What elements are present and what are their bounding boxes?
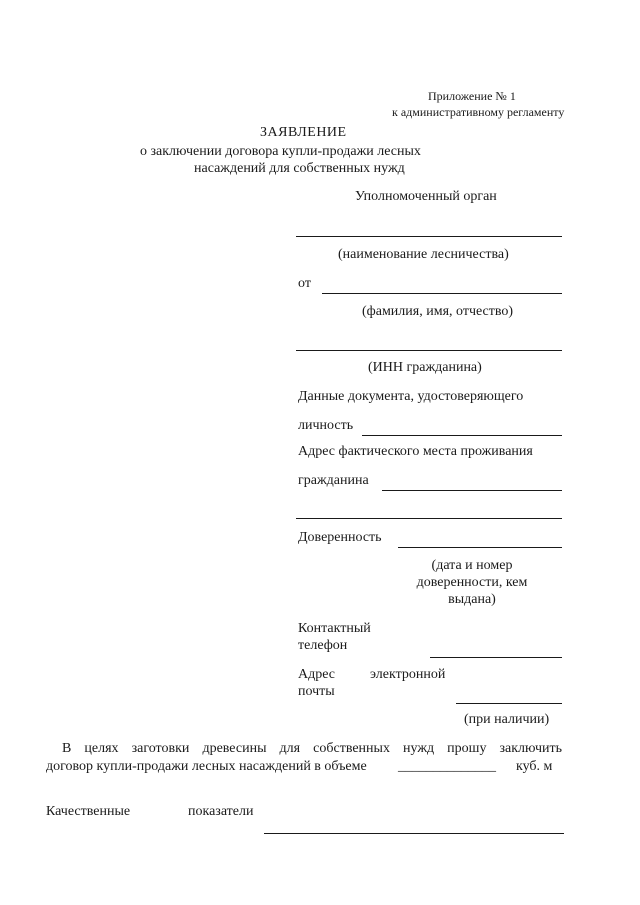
proxy-label: Доверенность xyxy=(298,530,382,545)
volume-field[interactable]: ______________ xyxy=(398,759,496,774)
id-document-label-line1: Данные документа, удостоверяющего xyxy=(298,389,524,404)
phone-label-line2: телефон xyxy=(298,638,348,653)
quality-label-word2: показатели xyxy=(188,804,254,819)
appendix-regulation: к административному регламенту xyxy=(392,105,565,119)
from-label: от xyxy=(298,276,311,291)
phone-field[interactable] xyxy=(430,657,562,658)
optional-caption: (при наличии) xyxy=(464,712,550,727)
request-text-line2: договор купли-продажи лесных насаждений в объеме xyxy=(46,759,367,774)
address-field-1[interactable] xyxy=(382,490,562,491)
email-label-line2: почты xyxy=(298,684,335,699)
full-name-caption: (фамилия, имя, отчество) xyxy=(362,304,514,319)
forestry-name-field[interactable] xyxy=(296,236,562,237)
id-document-label-line2: личность xyxy=(298,418,354,433)
email-field[interactable] xyxy=(456,703,562,704)
id-document-field[interactable] xyxy=(362,435,562,436)
proxy-caption-line3: выдана) xyxy=(448,592,496,607)
address-field-2[interactable] xyxy=(296,518,562,519)
inn-caption: (ИНН гражданина) xyxy=(368,360,482,375)
quality-label-word1: Качественные xyxy=(46,804,131,819)
document-subtitle-line2: насаждений для собственных нужд xyxy=(194,161,405,176)
document-subtitle-line1: о заключении договора купли-продажи лесных xyxy=(140,144,421,159)
email-label-word2: электронной xyxy=(370,667,446,682)
request-text-line1: В целях заготовки древесины для собственных нужд прошу заключить xyxy=(62,741,562,756)
inn-field[interactable] xyxy=(296,350,562,351)
appendix-number: Приложение № 1 xyxy=(428,89,516,103)
volume-unit: куб. м xyxy=(516,759,553,774)
address-label-line1: Адрес фактического места проживания xyxy=(298,444,533,459)
proxy-caption-line2: доверенности, кем xyxy=(416,575,528,590)
phone-label-line1: Контактный xyxy=(298,621,371,636)
forestry-caption: (наименование лесничества) xyxy=(338,247,509,262)
full-name-field[interactable] xyxy=(322,293,562,294)
document-title: ЗАЯВЛЕНИЕ xyxy=(260,125,347,140)
email-label-word1: Адрес xyxy=(298,667,336,682)
proxy-caption-line1: (дата и номер xyxy=(431,558,513,573)
address-label-line2: гражданина xyxy=(298,473,369,488)
proxy-field[interactable] xyxy=(398,547,562,548)
quality-field[interactable] xyxy=(264,833,564,834)
authority-label: Уполномоченный орган xyxy=(355,189,497,204)
